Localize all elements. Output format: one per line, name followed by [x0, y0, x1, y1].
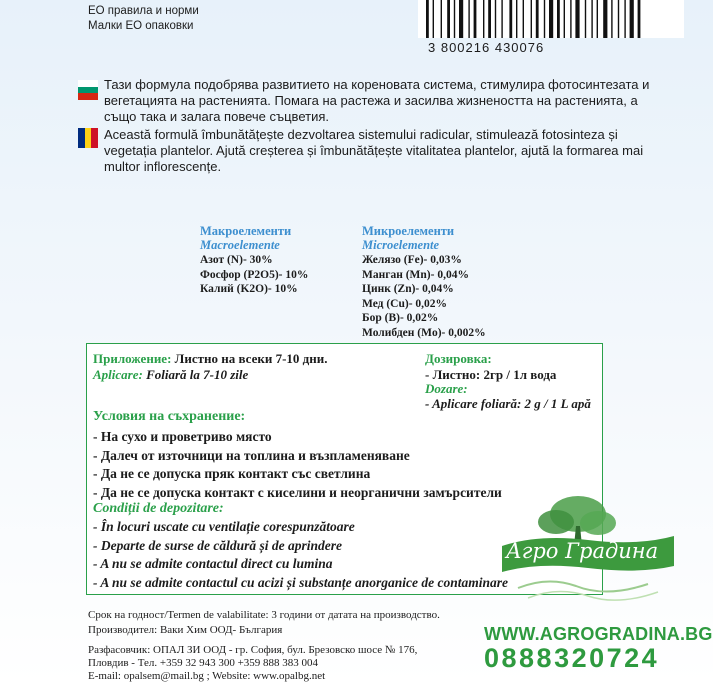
- micro-title-ro: Microelemente: [362, 238, 440, 252]
- application-value-bg: Листно на всеки 7-10 дни.: [174, 351, 328, 366]
- storage-item-bg: - Да не се допуска пряк контакт със светлина: [93, 466, 371, 481]
- storage-list-bg: [93, 428, 502, 502]
- application-ro: [93, 367, 248, 383]
- macro-list: [200, 253, 308, 297]
- phone-number[interactable]: 0888320724: [484, 643, 660, 673]
- macro-title-bg: Макроелементи: [200, 224, 292, 238]
- storage-item-bg: - Далеч от източници на топлина и възпламеняване: [93, 447, 410, 463]
- dosage-value-ro: - Aplicare foliară: 2 g / 1 L apă: [425, 396, 591, 411]
- storage-label-bg: Условия на съхранение:: [93, 409, 246, 424]
- romania-flag-icon: [78, 128, 98, 148]
- storage-list-ro: [93, 518, 508, 592]
- storage-item-ro: - Departe de surse de căldură și de aprindere: [93, 537, 342, 553]
- bulgaria-flag-icon: [78, 80, 98, 100]
- description-ro: Această formulă îmbunătățește dezvoltarea sistemului radicular, stimulează fotosinteza și vegetația plantelor. Ajută creșterea și îmbunătățește vitalitatea plantelor, ajută la formarea mai multor inflorescențe.: [104, 127, 644, 174]
- dosage-value-bg: - Листно: 2гр / 1л вода: [425, 367, 557, 382]
- packer-line: Разфасовчик: ОПАЛ ЗИ ООД - гр. София, бул. Брезовско шосе № 176,: [88, 644, 418, 656]
- description-bg: Тази формула подобрява развитието на кореновата система, стимулира фотосинтезата и вегетацията на растенията. Помага на растежа и засилва жизнеността на растенията, а също така и залага повече съцветия.: [104, 77, 650, 124]
- micro-item: Мед (Cu)- 0,02%: [362, 297, 448, 310]
- application-value-ro: Foliară la 7-10 zile: [146, 367, 249, 382]
- macro-title-ro: Macroelemente: [200, 238, 280, 252]
- application-label-ro: Aplicare:: [93, 367, 143, 382]
- eu-regulations-text: [88, 4, 199, 34]
- micro-list: [362, 253, 486, 340]
- packer-contact-line: E-mail: opalsem@mail.bg ; Website: www.opalbg.net: [88, 670, 326, 682]
- storage-label-ro: Condiții de depozitare:: [93, 501, 224, 516]
- micro-title-bg: Микроелементи: [362, 224, 455, 238]
- micro-item: Цинк (Zn)- 0,04%: [362, 283, 454, 295]
- website-link[interactable]: WWW.AGROGRADINA.BG: [484, 624, 713, 644]
- macro-item-phosphorus: Фосфор (P2O5)- 10%: [200, 268, 309, 281]
- micro-item: Желязо (Fe)- 0,03%: [362, 254, 462, 266]
- dosage-label-bg: Дозировка:: [425, 351, 492, 366]
- storage-item-ro: - În locuri uscate cu ventilație corespunzătoare: [93, 519, 355, 534]
- application-bg: [93, 351, 327, 367]
- storage-item-ro: - A nu se admite contactul cu acizi și substanțe anorganice de contaminare: [93, 574, 509, 590]
- storage-item-bg: - На сухо и проветриво място: [93, 429, 272, 444]
- packer-phone-line: Пловдив - Тел. +359 32 943 300 +359 888 383 004: [88, 657, 319, 669]
- storage-item-bg: - Да не се допуска контакт с киселини и неорганични замърсители: [93, 484, 502, 500]
- shelf-life-text: Срок на годност/Termen de valabilitate: 3 години от датата на производство.: [88, 609, 440, 621]
- producer-text: Производител: Ваки Хим ООД- България: [88, 624, 283, 636]
- micro-item: Молибден (Mo)- 0,002%: [362, 326, 486, 339]
- macro-item-potassium: Калий (K2O)- 10%: [200, 283, 298, 295]
- barcode-number: 3 800216 430076: [428, 40, 545, 55]
- logo-text: Агро Градина: [505, 539, 659, 563]
- dosage-label-ro: Dozare:: [425, 381, 468, 396]
- storage-item-ro: - A nu se admite contactul direct cu lumina: [93, 556, 333, 571]
- micro-item: Манган (Mn)- 0,04%: [362, 268, 469, 281]
- eu-line: ЕО правила и норми: [88, 5, 199, 17]
- eu-line: Малки ЕО опаковки: [88, 20, 194, 32]
- micro-item: Бор (B)- 0,02%: [362, 312, 439, 324]
- barcode: [418, 0, 684, 38]
- macro-item-nitrogen: Азот (N)- 30%: [200, 254, 273, 266]
- application-label-bg: Приложение:: [93, 351, 172, 366]
